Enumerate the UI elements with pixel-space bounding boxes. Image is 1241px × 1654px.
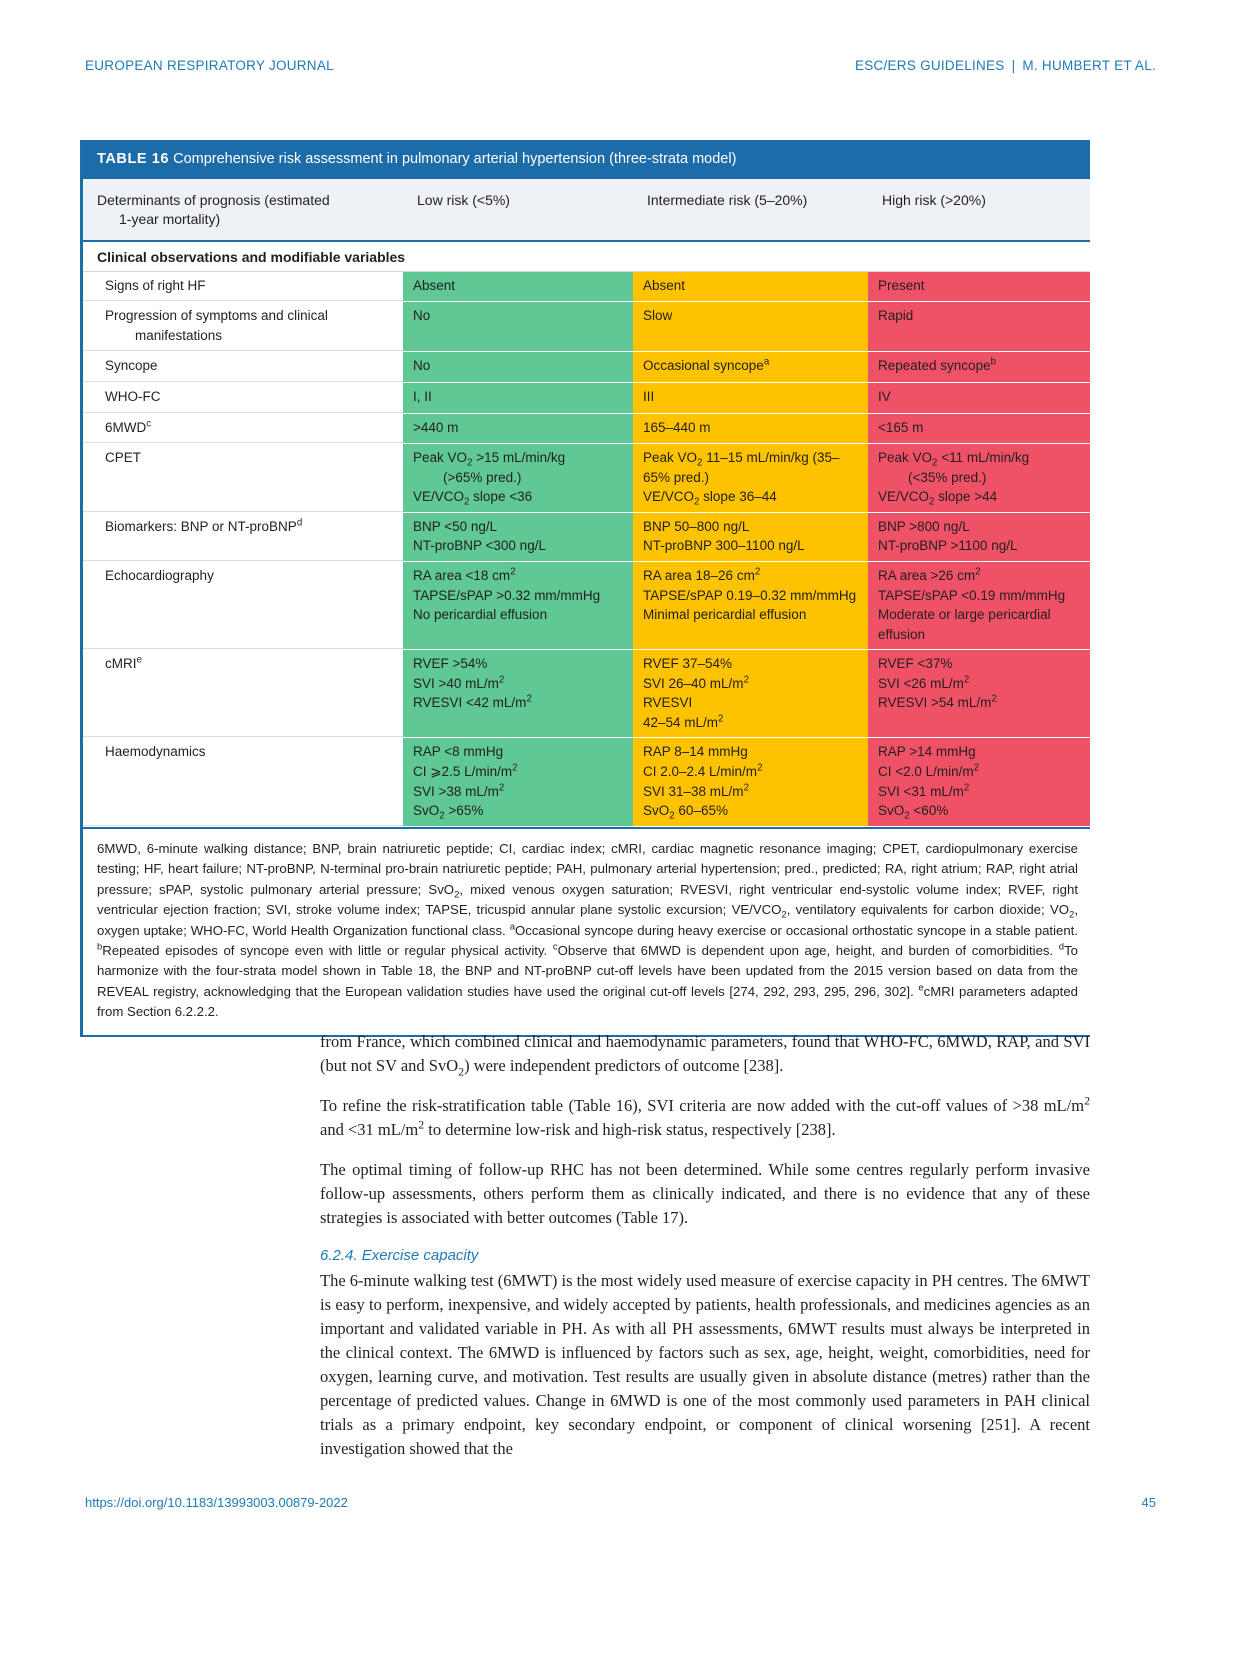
row-label: Syncope — [83, 352, 403, 382]
journal-name: EUROPEAN RESPIRATORY JOURNAL — [85, 58, 334, 73]
row-label: CPET — [83, 444, 403, 512]
header-determinants — [83, 179, 403, 239]
row-label: cMRI$^e$ — [83, 650, 403, 737]
running-head — [85, 58, 1156, 73]
row-label: WHO-FC — [83, 383, 403, 413]
table-body — [83, 272, 1090, 827]
risk-cell-mid: BNP 50–800 ng/L NT-proBNP 300–1100 ng/L — [633, 513, 868, 561]
table-row — [83, 383, 1090, 414]
row-label: Signs of right HF — [83, 272, 403, 302]
row-label: Biomarkers: BNP or NT-proBNP$^d$ — [83, 513, 403, 561]
table-16 — [80, 140, 1090, 1037]
row-label: Progression of symptoms and clinical manifestations — [83, 302, 403, 351]
doi-link[interactable]: https://doi.org/10.1183/13993003.00879-2022 — [85, 1495, 348, 1510]
table-row — [83, 444, 1090, 513]
table-caption: Comprehensive risk assessment in pulmonary arterial hypertension (three-strata model) — [173, 151, 737, 167]
risk-cell-low: BNP <50 ng/L NT-proBNP <300 ng/L — [403, 513, 633, 561]
table-row — [83, 272, 1090, 303]
header-intermediate-risk: Intermediate risk (5–20%) — [647, 192, 808, 209]
risk-cell-high: <165 m — [868, 414, 1090, 444]
risk-cell-mid: Slow — [633, 302, 868, 351]
table-row — [83, 562, 1090, 650]
guidelines-label: ESC/ERS GUIDELINES — [854, 58, 1005, 73]
risk-cell-high: Repeated syncope$^b$ — [868, 352, 1090, 382]
header-determinants-line1: Determinants of prognosis (estimated — [97, 192, 330, 209]
row-label: 6MWD$^c$ — [83, 414, 403, 444]
risk-cell-high: BNP >800 ng/L NT-proBNP >1100 ng/L — [868, 513, 1090, 561]
row-label: Echocardiography — [83, 562, 403, 649]
risk-cell-low: >440 m — [403, 414, 633, 444]
table-title-bar — [83, 140, 1090, 179]
risk-cell-mid: Absent — [633, 272, 868, 302]
page-footer — [85, 1495, 1156, 1510]
paragraph-4: The 6-minute walking test (6MWT) is the most widely used measure of exercise capacity in PH centres. The 6MWT is easy to perform, inexpensive, and widely accepted by patients, health professionals, and medicines agencies as an important and validated variable in PH. As with all PH assessments, 6MWT results must always be interpreted in the clinical context. The 6MWD is influenced by factors such as sex, age, height, weight, comorbidities, need for oxygen, learning curve, and motivation. Test results are usually given in absolute distance (metres) rather than the percentage of predicted values. Change in 6MWD is one of the most commonly used parameters in PAH clinical trials as a primary endpoint, key secondary endpoint, or component of clinical worsening [251]. A recent investigation showed that the — [320, 1271, 1090, 1458]
table-row — [83, 513, 1090, 562]
paragraph-3: The optimal timing of follow-up RHC has not been determined. While some centres regularly perform invasive follow-up assessments, others perform them as clinically indicated, and there is no evidence that any of these strategies is associated with better outcomes (Table 17). — [320, 1159, 1090, 1227]
risk-cell-mid: 165–440 m — [633, 414, 868, 444]
paragraph-2: To refine the risk-stratification table (Table 16), SVI criteria are now added with the cut-off values of >38 $mL/m^2$ and <31 $mL/m^2$ to determine low-risk and high-risk status, respectively [238]. — [320, 1093, 1090, 1139]
table-number: TABLE 16 — [97, 151, 170, 167]
article-body — [320, 1030, 1090, 1477]
table-footnote: 6MWD, 6-minute walking distance; BNP, brain natriuretic peptide; CI, cardiac index; cMRI, cardiac magnetic resonance imaging; CPET, cardiopulmonary exercise testing; HF, heart failure; NT-proBNP, N-terminal pro-brain natriuretic peptide; PAH, pulmonary arterial hypertension; pred., predicted; RA, right atrium; RAP, right atrial pressure; sPAP, systolic pulmonary arterial pressure; SvO$_2$, mixed venous oxygen saturation; RVESVI, right ventricular end-systolic volume index; RVEF, right ventricular ejection fraction; SVI, stroke volume index; TAPSE, tricuspid annular plane systolic excursion; $VE/VCO_2$, ventilatory equivalents for carbon dioxide; $VO_2$, oxygen uptake; WHO-FC, World Health Organization functional class. $^a$Occasional syncope during heavy exercise or occasional orthostatic syncope in a stable patient. $^b$Repeated episodes of syncope even with little or regular physical activity. $^c$Observe that 6MWD is dependent upon age, height, and burden of comorbidities. $^d$To harmonize with the four-strata model shown in Table 18, the BNP and NT-proBNP cut-off levels have been updated from the 2015 version based on data from the REVEAL registry, acknowledging that the European validation studies have used the original cut-off levels [274, 292, 293, 295, 296, 302]. $^e$cMRI parameters adapted from Section 6.2.2.2. — [83, 827, 1090, 1037]
table-row — [83, 302, 1090, 352]
risk-cell-low: No — [403, 352, 633, 382]
table-row — [83, 352, 1090, 383]
authors-label: M. HUMBERT ET AL. — [1022, 58, 1156, 73]
risk-cell-high: Peak $VO_2 <11$ mL/min/kg (<35% pred.) $VE/VCO_2$ slope >44 — [868, 444, 1090, 512]
risk-cell-low: No — [403, 302, 633, 351]
risk-cell-high: RVEF <37% SVI <26 $mL/m^2$ RVESVI >54 $mL/m^2$ — [868, 650, 1090, 737]
risk-cell-mid: III — [633, 383, 868, 413]
header-low-risk: Low risk (<5%) — [417, 192, 510, 209]
risk-cell-low: I, II — [403, 383, 633, 413]
risk-cell-mid: Peak $VO_2$ 11–15 mL/min/kg (35– 65% pred.) $VE/VCO_2$ slope 36–44 — [633, 444, 868, 512]
risk-cell-high: IV — [868, 383, 1090, 413]
runhead-separator: | — [1011, 58, 1016, 73]
risk-cell-low: RA area <18 $cm^2$ TAPSE/sPAP >0.32 mm/mmHg No pericardial effusion — [403, 562, 633, 649]
risk-cell-mid: RAP 8–14 mmHg CI 2.0–2.4 $L/\min/m^2$ SVI 31–38 $mL/m^2$ SvO$_2$ 60–65% — [633, 738, 868, 825]
table-row — [83, 414, 1090, 445]
risk-cell-low: Absent — [403, 272, 633, 302]
risk-cell-high: Present — [868, 272, 1090, 302]
row-label: Haemodynamics — [83, 738, 403, 825]
section-heading-exercise-capacity: 6.2.4. Exercise capacity — [320, 1247, 479, 1265]
risk-cell-low: Peak $VO_2 >15$ mL/min/kg (>65% pred.) $VE/VCO_2$ slope <36 — [403, 444, 633, 512]
table-section-heading: Clinical observations and modifiable variables — [83, 242, 1090, 272]
header-high-risk: High risk (>20%) — [882, 192, 986, 209]
running-head-right — [855, 58, 1156, 73]
header-determinants-line2: 1-year mortality) — [119, 210, 221, 227]
risk-cell-low: RAP <8 mmHg CI ⩾2.5 $L/\min/m^2$ SVI >38 $mL/m^2$ SvO$_2$ >65% — [403, 738, 633, 825]
risk-cell-high: Rapid — [868, 302, 1090, 351]
risk-cell-low: RVEF >54% SVI >40 $mL/m^2$ RVESVI <42 $mL/m^2$ — [403, 650, 633, 737]
page-number: 45 — [1141, 1495, 1156, 1510]
table-row — [83, 738, 1090, 826]
risk-cell-mid: RA area 18–26 $cm^2$ TAPSE/sPAP 0.19–0.32 mm/mmHg Minimal pericardial effusion — [633, 562, 868, 649]
table-row — [83, 650, 1090, 738]
risk-cell-mid: RVEF 37–54% SVI 26–40 $mL/m^2$ RVESVI 42–54 $mL/m^2$ — [633, 650, 868, 737]
paragraph-1: from France, which combined clinical and haemodynamic parameters, found that WHO-FC, 6MWD, RAP, and SVI (but not SV and SvO$_2$) were independent predictors of outcome [238]. — [320, 1032, 1090, 1079]
risk-cell-mid: Occasional syncope$^a$ — [633, 352, 868, 382]
risk-cell-high: RA area >26 $cm^2$ TAPSE/sPAP <0.19 mm/mmHg Moderate or large pericardial effusion — [868, 562, 1090, 649]
risk-cell-high: RAP >14 mmHg CI <2.0 $L/\min/m^2$ SVI <31 $mL/m^2$ SvO$_2$ <60% — [868, 738, 1090, 825]
table-header-row — [83, 179, 1090, 241]
